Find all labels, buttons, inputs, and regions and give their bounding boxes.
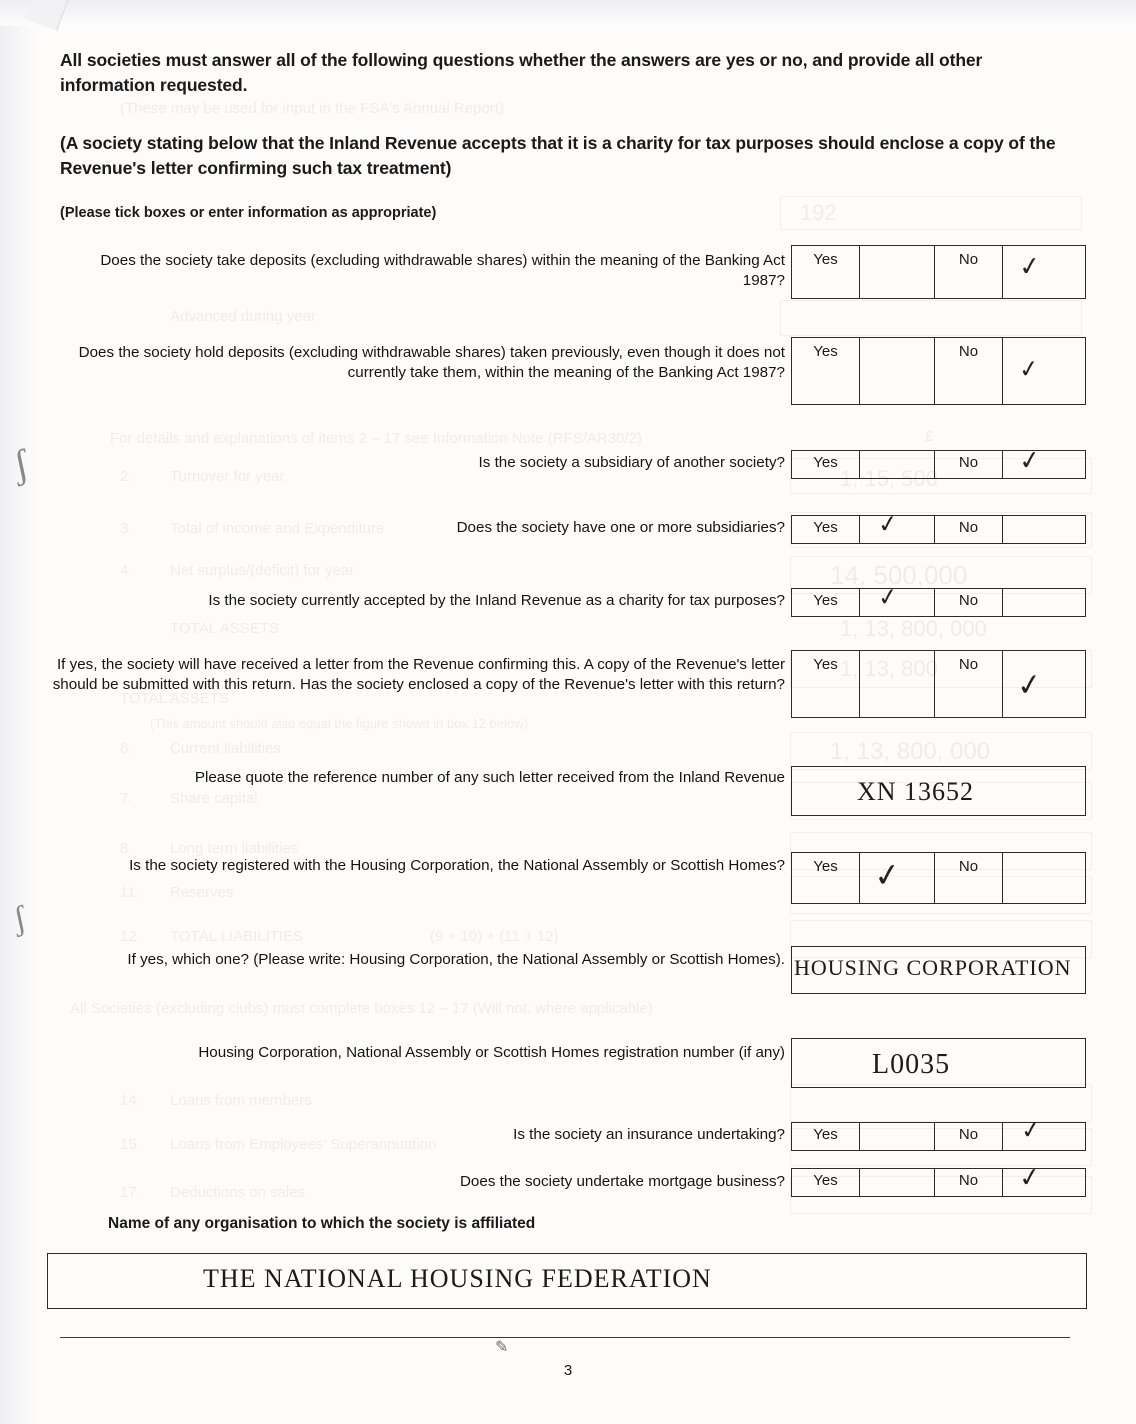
- intro-paragraph-1: All societies must answer all of the following questions whether the answers are yes or no, and provide all other information requested.: [60, 50, 983, 95]
- yesno-group-is-subsidiary[interactable]: [791, 444, 1086, 479]
- no-tick-cell[interactable]: [1003, 1161, 1078, 1196]
- input-affiliation[interactable]: [47, 1253, 1087, 1309]
- question-label-has-subsidiaries: Does the society have one or more subsidiaries?: [456, 519, 785, 536]
- yes-label: Yes: [792, 651, 860, 717]
- yes-label: Yes: [792, 451, 860, 478]
- tick-mark: ✓: [1017, 444, 1043, 477]
- no-label: No: [935, 451, 1003, 478]
- yesno-group-letter-enclosed[interactable]: [791, 650, 1086, 718]
- no-label: No: [935, 589, 1003, 616]
- no-tick-cell[interactable]: [1003, 589, 1078, 616]
- question-label-letter-enclosed: If yes, the society will have received a letter from the Revenue confirming this. A copy of the Revenue's letter should be submitted with this return. Has the society enclosed a copy of the Revenue's letter with this return?: [52, 656, 785, 694]
- yesno-group-charity-tax[interactable]: [791, 583, 1086, 617]
- question-label-is-subsidiary: Is the society a subsidiary of another society?: [478, 454, 785, 471]
- no-label: No: [935, 853, 1003, 903]
- question-label-registered-housing-corp: Is the society registered with the Housing Corporation, the National Assembly or Scottish Homes?: [129, 857, 785, 874]
- yes-tick-cell[interactable]: [860, 1123, 935, 1150]
- handwritten-value-which-regulator: HOUSING CORPORATION: [794, 955, 1072, 980]
- yes-label: Yes: [792, 853, 860, 903]
- yesno-group-mortgage-business[interactable]: [791, 1161, 1086, 1197]
- tick-mark: ✓: [1017, 250, 1043, 283]
- no-label: No: [935, 1123, 1003, 1150]
- question-label-which-regulator: If yes, which one? (Please write: Housing Corporation, the National Assembly or Scottish Homes).: [127, 951, 785, 968]
- yes-label: Yes: [792, 246, 860, 298]
- yesno-group-registered-housing-corp[interactable]: [791, 852, 1086, 904]
- pencil-mark: ✎: [495, 1339, 509, 1356]
- bleed-through-artifact: (These may be used for input in the FSA's Annual Report) 192 Advanced during year For details and explanations of items 2 – 17 see Information Note (RFS/AR30/2) £ 2. Turnover for year 1, 15, 500 3. Total of income and Expenditure 4. Net surplus/(deficit) for year 14, 500,000 TOTAL ASSETS 1, 13, 800, 000 1, 13, 800 TOTAL ASSETS (This amount should also equal the figure shown in box 12 below) 6. Current liabilities 1, 13, 800, 000 7. Share capital 8. Long term liabilities 11. Reserves 12. TOTAL LIABILITIES (9 + 10) + (11 + 12) All Societies (excluding clubs) must complete boxes 12 – 17 (Will not, where applicable) 14. Loans from members 15. Loans from Employees' Superannuation 17. Deductions on sales: [0, 0, 1136, 1424]
- question-label-registration-number: Housing Corporation, National Assembly or Scottish Homes registration number (if any): [198, 1044, 785, 1061]
- no-label: No: [935, 338, 1003, 404]
- no-label: No: [935, 246, 1003, 298]
- handwritten-value-affiliation: THE NATIONAL HOUSING FEDERATION: [203, 1264, 712, 1293]
- tick-mark: ✓: [876, 510, 900, 540]
- tick-instruction: (Please tick boxes or enter information as appropriate): [60, 205, 437, 221]
- question-label-insurance-undertaking: Is the society an insurance undertaking?: [513, 1126, 785, 1143]
- question-label-holds-deposits: Does the society hold deposits (excluding withdrawable shares) taken previously, even though it does not currently take them, within the meaning of the Banking Act 1987?: [78, 344, 785, 382]
- no-tick-cell[interactable]: [1003, 651, 1078, 717]
- no-tick-cell[interactable]: [1003, 1116, 1078, 1150]
- yes-label: Yes: [792, 516, 860, 543]
- no-label: No: [935, 516, 1003, 543]
- intro-paragraph-2: (A society stating below that the Inland Revenue accepts that it is a charity for tax purposes should enclose a copy of the Revenue's letter confirming such tax treatment): [60, 133, 1056, 178]
- input-revenue-reference[interactable]: [791, 766, 1086, 816]
- yesno-group-insurance-undertaking[interactable]: [791, 1116, 1086, 1151]
- question-label-revenue-reference: Please quote the reference number of any such letter received from the Inland Revenue: [194, 769, 785, 786]
- no-tick-cell[interactable]: [1003, 246, 1078, 298]
- yes-tick-cell[interactable]: [860, 583, 935, 616]
- tick-mark: ✓: [871, 855, 904, 895]
- tick-mark: ✓: [1017, 355, 1041, 385]
- affiliation-label: Name of any organisation to which the society is affiliated: [108, 1215, 536, 1232]
- question-label-mortgage-business: Does the society undertake mortgage business?: [459, 1173, 785, 1190]
- no-tick-cell[interactable]: [1003, 338, 1078, 404]
- input-which-regulator[interactable]: [791, 946, 1086, 994]
- yes-tick-cell[interactable]: [860, 338, 935, 404]
- yes-label: Yes: [792, 338, 860, 404]
- footer-divider: [60, 1337, 1070, 1338]
- question-label-takes-deposits: Does the society take deposits (excluding withdrawable shares) within the meaning of the Banking Act 1987?: [100, 252, 785, 290]
- yes-tick-cell[interactable]: [860, 651, 935, 717]
- yes-tick-cell[interactable]: [860, 853, 935, 903]
- margin-scrawl-2: ʃ: [10, 899, 29, 938]
- yesno-group-takes-deposits[interactable]: [791, 245, 1086, 299]
- yes-tick-cell[interactable]: [860, 451, 935, 478]
- margin-scrawl-1: ʃ: [9, 440, 32, 487]
- tick-mark: ✓: [1019, 1116, 1043, 1146]
- question-label-charity-tax: Is the society currently accepted by the Inland Revenue as a charity for tax purposes?: [208, 592, 785, 609]
- yes-label: Yes: [792, 1169, 860, 1196]
- handwritten-value-revenue-reference: XN 13652: [857, 777, 975, 806]
- yes-tick-cell[interactable]: [860, 1169, 935, 1196]
- yes-tick-cell[interactable]: [860, 246, 935, 298]
- input-registration-number[interactable]: [791, 1038, 1086, 1088]
- handwritten-value-registration-number: L0035: [872, 1049, 951, 1080]
- no-tick-cell[interactable]: [1003, 516, 1078, 543]
- no-tick-cell[interactable]: [1003, 444, 1078, 478]
- yesno-group-holds-deposits[interactable]: [791, 337, 1086, 405]
- yes-label: Yes: [792, 1123, 860, 1150]
- no-tick-cell[interactable]: [1003, 853, 1078, 903]
- tick-mark: ✓: [1017, 1161, 1043, 1194]
- yes-tick-cell[interactable]: [860, 510, 935, 543]
- no-label: No: [935, 1169, 1003, 1196]
- no-label: No: [935, 651, 1003, 717]
- tick-mark: ✓: [1014, 667, 1045, 704]
- page-number: 3: [563, 1362, 573, 1379]
- tick-mark: ✓: [876, 583, 900, 613]
- yes-label: Yes: [792, 589, 860, 616]
- yesno-group-has-subsidiaries[interactable]: [791, 510, 1086, 544]
